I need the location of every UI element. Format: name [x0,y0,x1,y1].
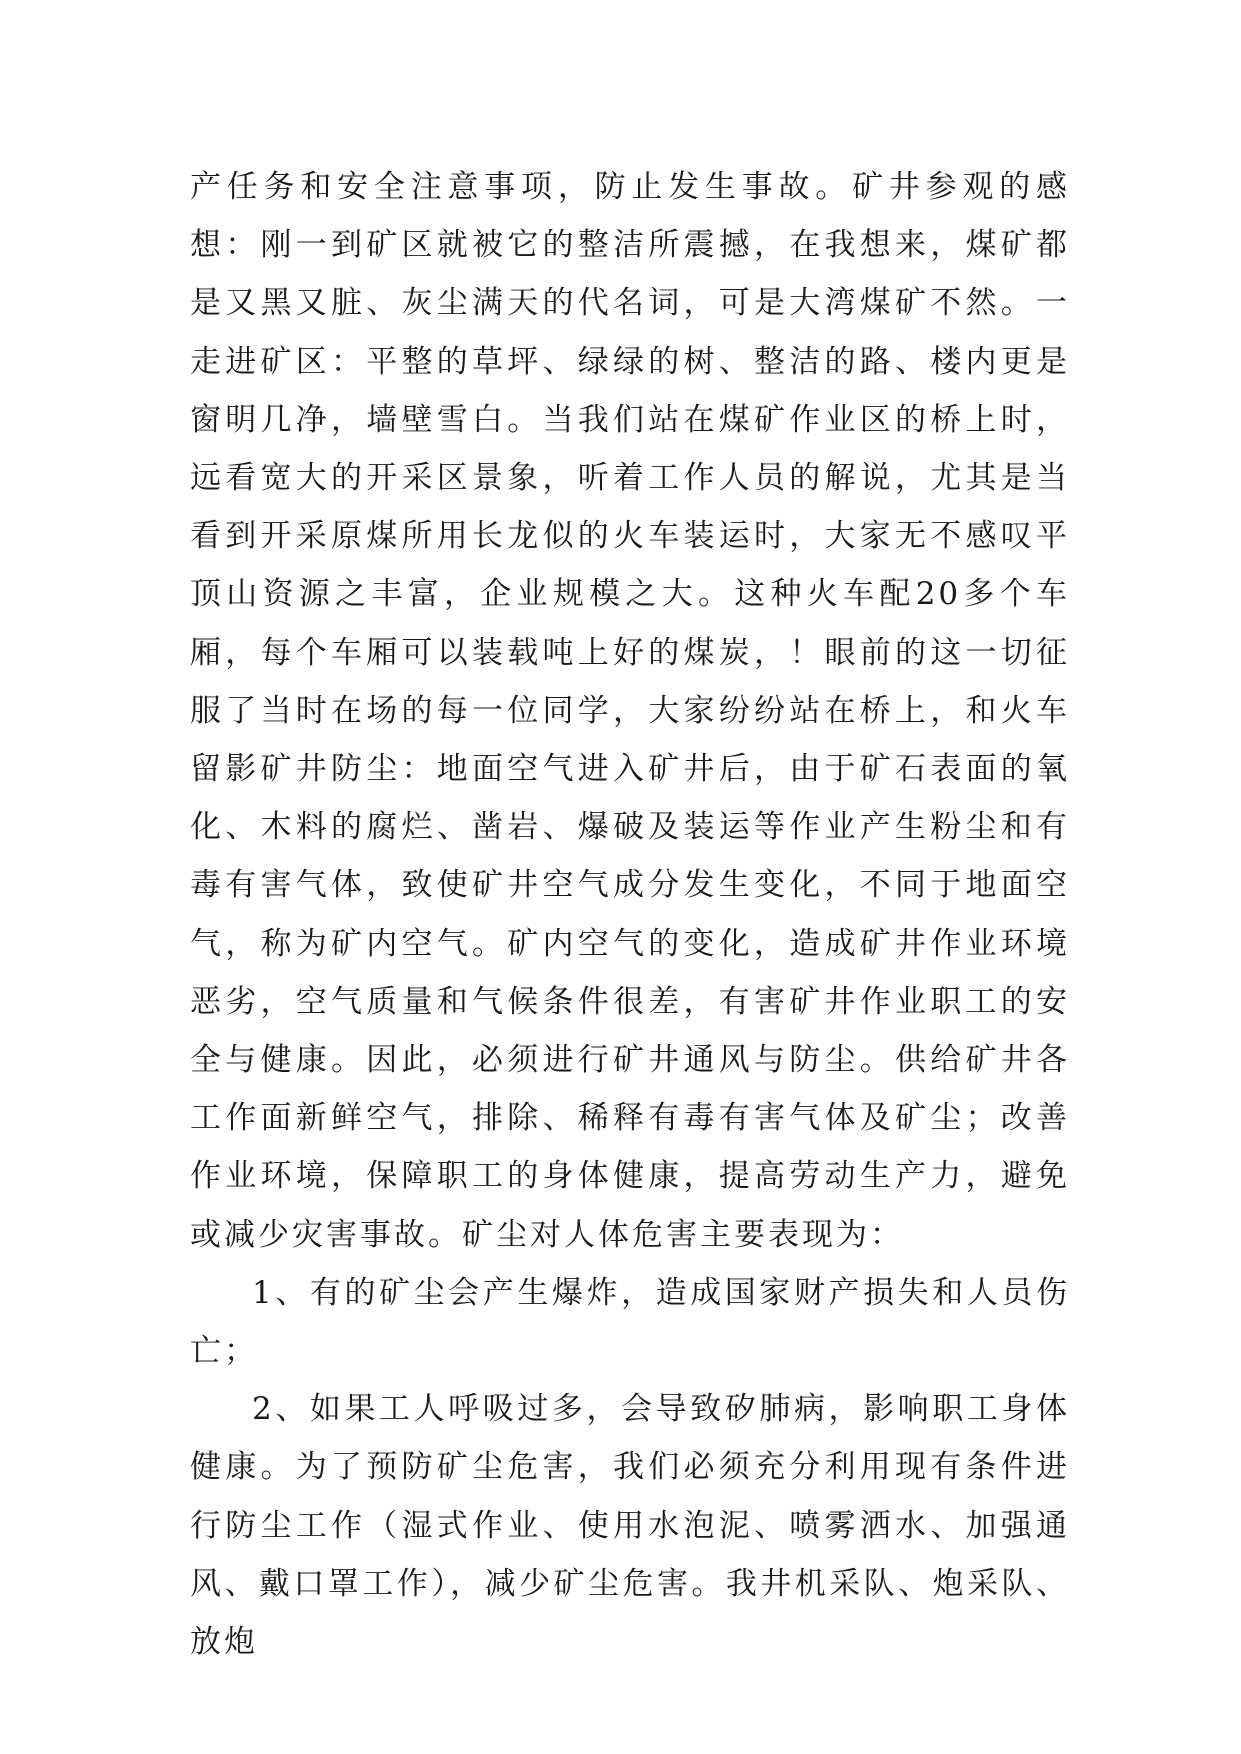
paragraph-item-1: 1、有的矿尘会产生爆炸，造成国家财产损失和人员伤亡； [190,1274,1070,1370]
paragraph-intro: 产任务和安全注意事项，防止发生事故。矿井参观的感想：刚一到矿区就被它的整洁所震撼，在我想来，煤矿都是又黑又脏、灰尘满天的代名词，可是大湾煤矿不然。一走进矿区：平整的草坪、绿绿的树、整洁的路、楼内更是窗明几净，墙壁雪白。当我们站在煤矿作业区的桥上时，远看宽大的开采区景象，听着工作人员的解说，尤其是当看到开采原煤所用长龙似的火车装运时，大家无不感叹平顶山资源之丰富，企业规模之大。这种火车配20多个车厢，每个车厢可以装载吨上好的煤炭，！眼前的这一切征服了当时在场的每一位同学，大家纷纷站在桥上，和火车留影矿井防尘：地面空气进入矿井后，由于矿石表面的氧化、木料的腐烂、凿岩、爆破及装运等作业产生粉尘和有毒有害气体，致使矿井空气成分发生变化，不同于地面空气，称为矿内空气。矿内空气的变化，造成矿井作业环境恶劣，空气质量和气候条件很差，有害矿井作业职工的安全与健康。因此，必须进行矿井通风与防尘。供给矿井各工作面新鲜空气，排除、稀释有毒有害气体及矿尘；改善作业环境，保障职工的身体健康，提高劳动生产力，避免或减少灾害事故。矿尘对人体危害主要表现为： [190,169,1070,1253]
document-body [190,158,1070,1671]
paragraph-item-2: 2、如果工人呼吸过多，会导致矽肺病，影响职工身体健康。为了预防矿尘危害，我们必须充分利用现有条件进行防尘工作（湿式作业、使用水泡泥、喷雾洒水、加强通风、戴口罩工作），减少矿尘危害。我井机采队、炮采队、放炮 [190,1391,1070,1661]
